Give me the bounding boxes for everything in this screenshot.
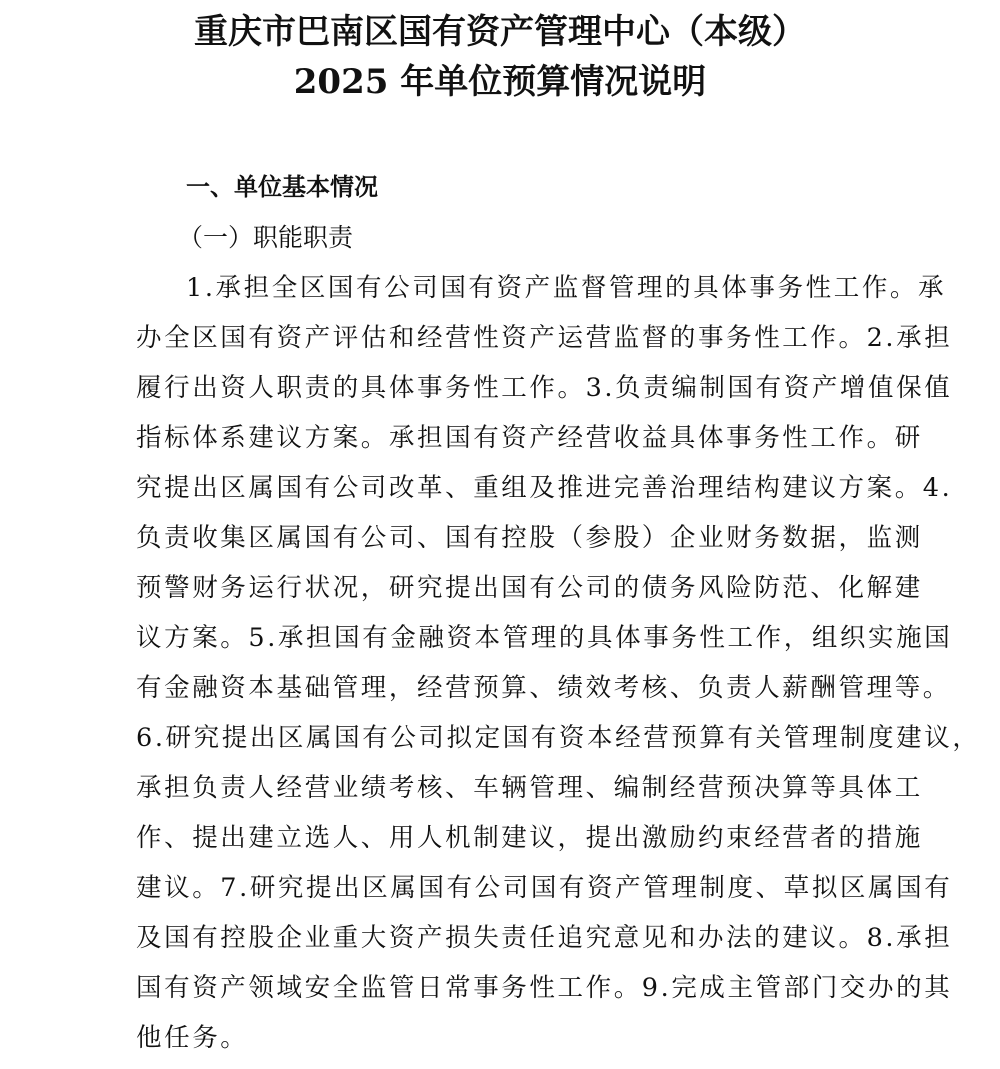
document-title-line-2: 2025 年单位预算情况说明 bbox=[293, 62, 707, 102]
body-line: 承担负责人经营业绩考核、车辆管理、编制经营预决算等具体工 bbox=[136, 773, 923, 803]
body-line: 履行出资人职责的具体事务性工作。3.负责编制国有资产增值保值 bbox=[136, 373, 953, 403]
body-line: 议方案。5.承担国有金融资本管理的具体事务性工作，组织实施国 bbox=[136, 623, 953, 653]
document-title-line-1: 重庆市巴南区国有资产管理中心（本级） bbox=[194, 12, 806, 52]
body-line: 1.承担全区国有公司国有资产监督管理的具体事务性工作。承 bbox=[186, 273, 947, 303]
body-line: 国有资产领域安全监管日常事务性工作。9.完成主管部门交办的其 bbox=[136, 973, 953, 1003]
body-line: 负责收集区属国有公司、国有控股（参股）企业财务数据，监测 bbox=[136, 523, 923, 553]
body-line: 他任务。 bbox=[136, 1023, 249, 1053]
body-line: 作、提出建立选人、用人机制建议，提出激励约束经营者的措施 bbox=[136, 823, 923, 853]
body-line: 指标体系建议方案。承担国有资产经营收益具体事务性工作。研 bbox=[136, 423, 923, 453]
body-line: 有金融资本基础管理，经营预算、绩效考核、负责人薪酬管理等。 bbox=[136, 673, 951, 703]
subsection-heading: （一）职能职责 bbox=[178, 223, 354, 252]
body-line: 及国有控股企业重大资产损失责任追究意见和办法的建议。8.承担 bbox=[136, 923, 953, 953]
body-line: 6.研究提出区属国有公司拟定国有资本经营预算有关管理制度建议， bbox=[136, 723, 981, 753]
body-line: 究提出区属国有公司改革、重组及推进完善治理结构建议方案。4. bbox=[136, 473, 953, 503]
body-line: 预警财务运行状况，研究提出国有公司的债务风险防范、化解建 bbox=[136, 573, 923, 603]
body-line: 办全区国有资产评估和经营性资产运营监督的事务性工作。2.承担 bbox=[136, 323, 953, 353]
section-heading: 一、单位基本情况 bbox=[186, 173, 378, 201]
body-line: 建议。7.研究提出区属国有公司国有资产管理制度、草拟区属国有 bbox=[136, 873, 953, 903]
